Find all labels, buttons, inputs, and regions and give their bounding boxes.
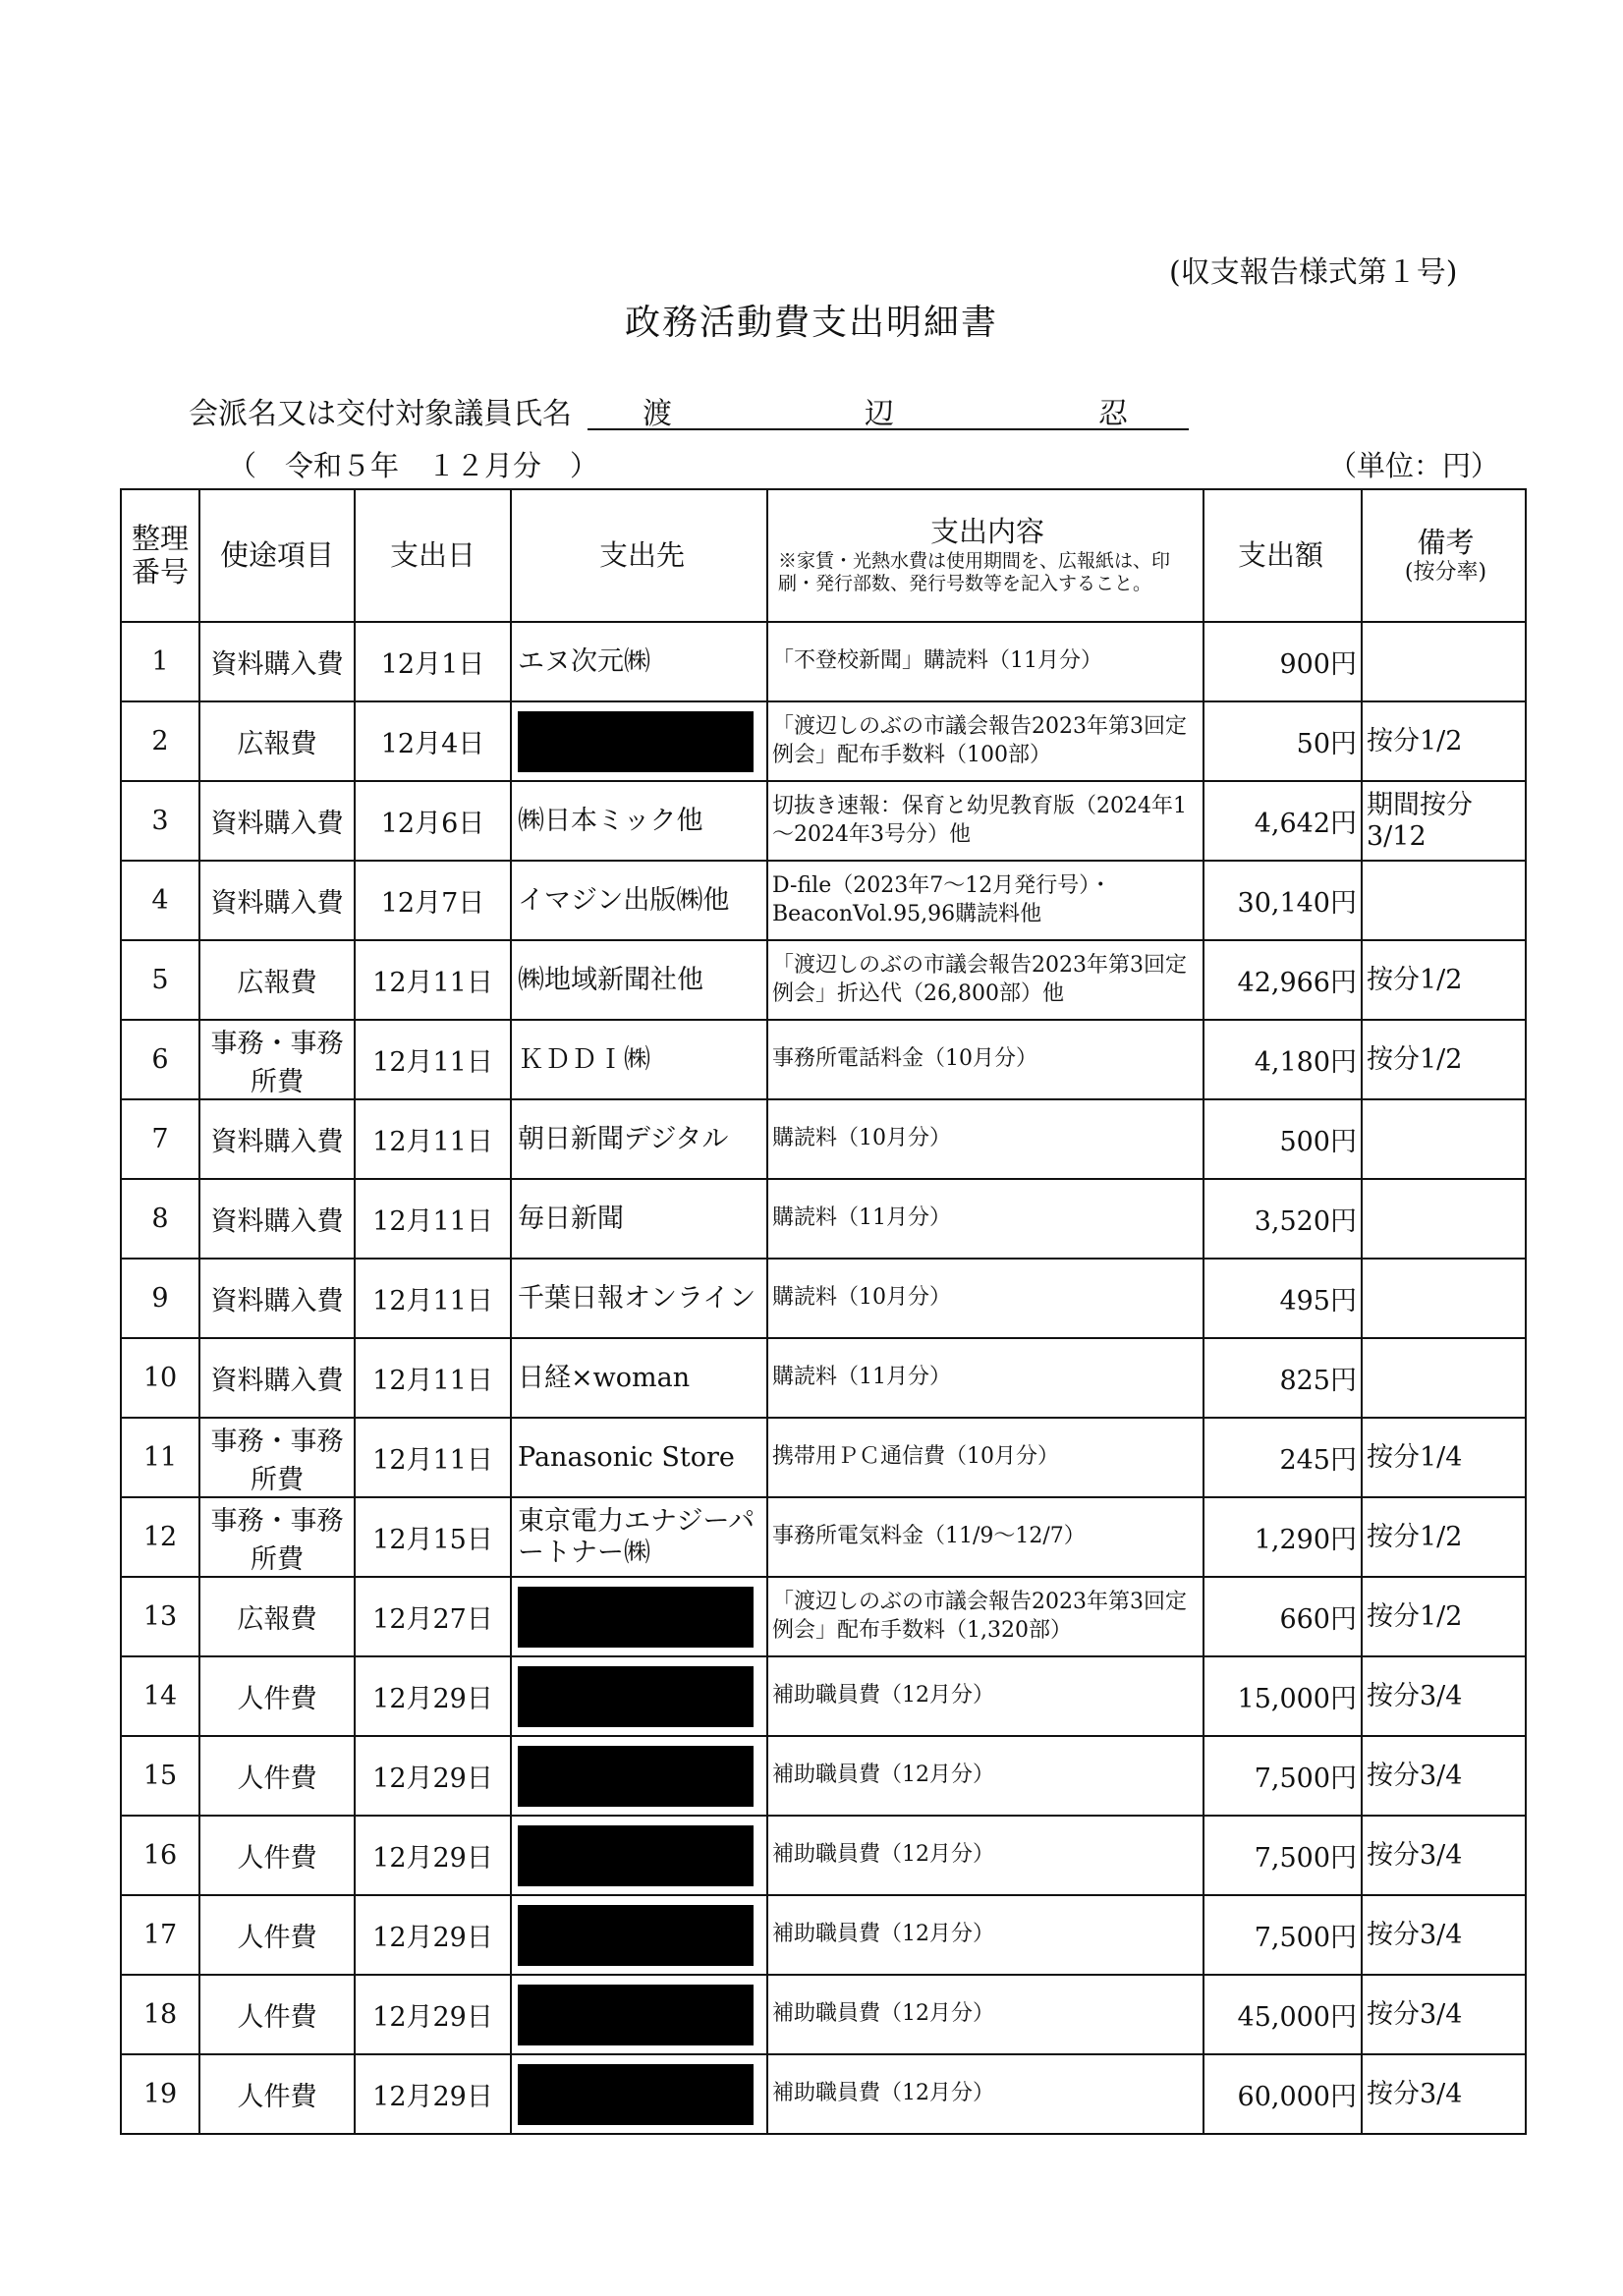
cell-amount: 7,500円 xyxy=(1203,1895,1362,1975)
cell-note: 按分3/4 xyxy=(1362,1895,1526,1975)
cell-no: 10 xyxy=(121,1338,199,1418)
cell-note: 按分1/2 xyxy=(1362,940,1526,1020)
cell-no: 2 xyxy=(121,701,199,781)
cell-amount: 42,966円 xyxy=(1203,940,1362,1020)
cell-no: 14 xyxy=(121,1656,199,1736)
cell-amount: 660円 xyxy=(1203,1577,1362,1656)
payee-text: Panasonic Store xyxy=(518,1441,735,1473)
cell-no: 7 xyxy=(121,1099,199,1179)
redaction-block xyxy=(518,1666,754,1727)
cell-no: 19 xyxy=(121,2054,199,2134)
cell-note: 按分1/2 xyxy=(1362,1497,1526,1577)
cell-payee xyxy=(511,1577,767,1656)
cell-desc: 携帯用ＰＣ通信費（10月分） xyxy=(767,1418,1203,1497)
cell-date: 12月29日 xyxy=(355,1736,511,1816)
table-row xyxy=(121,1179,1526,1259)
cell-date: 12月6日 xyxy=(355,781,511,861)
cell-item: 資料購入費 xyxy=(199,1338,355,1418)
cell-desc: D-file（2023年7～12月発行号）・BeaconVol.95,96購読料他 xyxy=(767,861,1203,940)
table-row xyxy=(121,701,1526,781)
cell-amount: 7,500円 xyxy=(1203,1816,1362,1895)
cell-item: 資料購入費 xyxy=(199,861,355,940)
cell-payee xyxy=(511,1020,767,1099)
cell-item: 資料購入費 xyxy=(199,622,355,701)
cell-note: 按分1/2 xyxy=(1362,1577,1526,1656)
table-row xyxy=(121,940,1526,1020)
cell-item: 資料購入費 xyxy=(199,1099,355,1179)
cell-date: 12月11日 xyxy=(355,1099,511,1179)
table-row xyxy=(121,1656,1526,1736)
cell-amount: 1,290円 xyxy=(1203,1497,1362,1577)
cell-item: 人件費 xyxy=(199,1975,355,2054)
cell-item: 広報費 xyxy=(199,940,355,1020)
payee-text: 日経×woman xyxy=(518,1362,691,1393)
cell-no: 15 xyxy=(121,1736,199,1816)
cell-desc: 「渡辺しのぶの市議会報告2023年第3回定例会」折込代（26,800部）他 xyxy=(767,940,1203,1020)
cell-date: 12月29日 xyxy=(355,1975,511,2054)
cell-desc: 購読料（11月分） xyxy=(767,1179,1203,1259)
table-row xyxy=(121,1259,1526,1338)
cell-amount: 245円 xyxy=(1203,1418,1362,1497)
cell-payee xyxy=(511,1497,767,1577)
cell-desc: 事務所電気料金（11/9～12/7） xyxy=(767,1497,1203,1577)
member-label: 会派名又は交付対象議員氏名 xyxy=(189,397,572,431)
cell-item: 人件費 xyxy=(199,2054,355,2134)
table-row xyxy=(121,1020,1526,1099)
cell-no: 1 xyxy=(121,622,199,701)
cell-note: 按分3/4 xyxy=(1362,1816,1526,1895)
cell-no: 4 xyxy=(121,861,199,940)
cell-note xyxy=(1362,1259,1526,1338)
cell-item: 広報費 xyxy=(199,701,355,781)
cell-note: 按分3/4 xyxy=(1362,1736,1526,1816)
cell-no: 11 xyxy=(121,1418,199,1497)
cell-desc: 補助職員費（12月分） xyxy=(767,1975,1203,2054)
cell-note: 按分3/4 xyxy=(1362,2054,1526,2134)
cell-item: 広報費 xyxy=(199,1577,355,1656)
table-row xyxy=(121,1895,1526,1975)
cell-desc: 「不登校新聞」購読料（11月分） xyxy=(767,622,1203,701)
cell-note xyxy=(1362,1338,1526,1418)
cell-amount: 3,520円 xyxy=(1203,1179,1362,1259)
cell-payee xyxy=(511,1736,767,1816)
cell-payee xyxy=(511,701,767,781)
redaction-block xyxy=(518,1746,754,1807)
form-id: (収支報告様式第１号) xyxy=(1169,255,1458,290)
header-payee: 支出先 xyxy=(511,489,767,622)
cell-no: 8 xyxy=(121,1179,199,1259)
cell-amount: 4,180円 xyxy=(1203,1020,1362,1099)
cell-amount: 50円 xyxy=(1203,701,1362,781)
cell-date: 12月11日 xyxy=(355,1020,511,1099)
cell-item: 人件費 xyxy=(199,1816,355,1895)
cell-payee xyxy=(511,2054,767,2134)
cell-payee xyxy=(511,1179,767,1259)
payee-text: イマジン出版㈱他 xyxy=(518,884,730,916)
cell-amount: 825円 xyxy=(1203,1338,1362,1418)
table-row xyxy=(121,1975,1526,2054)
header-item: 使途項目 xyxy=(199,489,355,622)
cell-amount: 7,500円 xyxy=(1203,1736,1362,1816)
cell-note: 按分3/4 xyxy=(1362,1975,1526,2054)
header-desc xyxy=(767,489,1203,622)
cell-amount: 500円 xyxy=(1203,1099,1362,1179)
cell-date: 12月4日 xyxy=(355,701,511,781)
cell-desc: 補助職員費（12月分） xyxy=(767,1816,1203,1895)
header-desc-note: ※家賃・光熱水費は使用期間を、広報紙は、印刷・発行部数、発行号数等を記入すること。 xyxy=(778,550,1171,595)
document-title: 政務活動費支出明細書 xyxy=(624,303,998,343)
table-row xyxy=(121,1338,1526,1418)
cell-amount: 4,642円 xyxy=(1203,781,1362,861)
table-body xyxy=(121,622,1526,2134)
table-row xyxy=(121,622,1526,701)
expense-table xyxy=(120,488,1527,2135)
cell-payee xyxy=(511,1816,767,1895)
cell-note xyxy=(1362,861,1526,940)
cell-payee xyxy=(511,861,767,940)
header-date: 支出日 xyxy=(355,489,511,622)
cell-desc: 切抜き速報：保育と幼児教育版（2024年1～2024年3号分）他 xyxy=(767,781,1203,861)
cell-amount: 495円 xyxy=(1203,1259,1362,1338)
table-row xyxy=(121,1736,1526,1816)
header-note-sub: (按分率) xyxy=(1404,559,1487,585)
payee-text: 毎日新聞 xyxy=(518,1203,624,1234)
member-name-part: 辺 xyxy=(865,397,894,431)
payee-text: エヌ次元㈱ xyxy=(518,645,650,677)
redaction-block xyxy=(518,1985,754,2045)
cell-date: 12月7日 xyxy=(355,861,511,940)
cell-payee xyxy=(511,622,767,701)
table-row xyxy=(121,2054,1526,2134)
cell-payee xyxy=(511,781,767,861)
cell-date: 12月11日 xyxy=(355,1259,511,1338)
cell-desc: 補助職員費（12月分） xyxy=(767,1656,1203,1736)
header-note xyxy=(1362,489,1526,622)
table-row xyxy=(121,781,1526,861)
payee-text: 千葉日報オンライン xyxy=(518,1282,756,1314)
redaction-block xyxy=(518,1905,754,1966)
payee-text: 朝日新聞デジタル xyxy=(518,1123,729,1154)
table-row xyxy=(121,1816,1526,1895)
cell-note: 期間按分3/12 xyxy=(1362,781,1526,861)
member-name-part: 忍 xyxy=(1098,397,1128,431)
payee-text: ㈱日本ミック他 xyxy=(518,805,703,836)
cell-item: 人件費 xyxy=(199,1656,355,1736)
cell-date: 12月1日 xyxy=(355,622,511,701)
redaction-block xyxy=(518,1825,754,1886)
cell-note: 按分3/4 xyxy=(1362,1656,1526,1736)
cell-note: 按分1/2 xyxy=(1362,1020,1526,1099)
cell-item: 事務・事務所費 xyxy=(199,1497,355,1577)
cell-desc: 補助職員費（12月分） xyxy=(767,2054,1203,2134)
header-note-main: 備考 xyxy=(1417,526,1475,560)
period: （ 令和５年 １２月分 ） xyxy=(228,449,599,482)
cell-payee xyxy=(511,1656,767,1736)
cell-payee xyxy=(511,1099,767,1179)
cell-no: 12 xyxy=(121,1497,199,1577)
cell-item: 人件費 xyxy=(199,1895,355,1975)
cell-note: 按分1/2 xyxy=(1362,701,1526,781)
payee-text: ㈱地域新聞社他 xyxy=(518,964,703,995)
cell-amount: 900円 xyxy=(1203,622,1362,701)
cell-date: 12月29日 xyxy=(355,1895,511,1975)
cell-amount: 45,000円 xyxy=(1203,1975,1362,2054)
cell-item: 事務・事務所費 xyxy=(199,1418,355,1497)
header-no: 整理番号 xyxy=(121,489,199,622)
cell-no: 6 xyxy=(121,1020,199,1099)
table-row xyxy=(121,861,1526,940)
cell-no: 16 xyxy=(121,1816,199,1895)
cell-no: 18 xyxy=(121,1975,199,2054)
unit-label: （単位：円） xyxy=(1328,449,1500,482)
cell-item: 資料購入費 xyxy=(199,781,355,861)
cell-date: 12月27日 xyxy=(355,1577,511,1656)
cell-payee xyxy=(511,1895,767,1975)
member-name-part: 渡 xyxy=(643,397,672,431)
cell-date: 12月29日 xyxy=(355,1656,511,1736)
cell-note xyxy=(1362,1179,1526,1259)
cell-desc: 補助職員費（12月分） xyxy=(767,1895,1203,1975)
cell-date: 12月11日 xyxy=(355,1338,511,1418)
cell-item: 資料購入費 xyxy=(199,1179,355,1259)
payee-text: 東京電力エナジーパートナー㈱ xyxy=(518,1506,756,1568)
cell-date: 12月11日 xyxy=(355,940,511,1020)
cell-item: 人件費 xyxy=(199,1736,355,1816)
member-line xyxy=(189,389,1189,430)
cell-item: 資料購入費 xyxy=(199,1259,355,1338)
payee-text: ＫＤＤＩ㈱ xyxy=(518,1043,650,1075)
cell-date: 12月11日 xyxy=(355,1418,511,1497)
cell-no: 3 xyxy=(121,781,199,861)
cell-payee xyxy=(511,1259,767,1338)
table-row xyxy=(121,1577,1526,1656)
cell-payee xyxy=(511,940,767,1020)
cell-date: 12月11日 xyxy=(355,1179,511,1259)
cell-note xyxy=(1362,1099,1526,1179)
header-amount: 支出額 xyxy=(1203,489,1362,622)
cell-payee xyxy=(511,1975,767,2054)
cell-desc: 事務所電話料金（10月分） xyxy=(767,1020,1203,1099)
cell-desc: 購読料（10月分） xyxy=(767,1099,1203,1179)
member-name xyxy=(588,389,1189,430)
cell-desc: 購読料（10月分） xyxy=(767,1259,1203,1338)
redaction-block xyxy=(518,1587,754,1648)
table-row xyxy=(121,1497,1526,1577)
cell-date: 12月29日 xyxy=(355,1816,511,1895)
cell-desc: 「渡辺しのぶの市議会報告2023年第3回定例会」配布手数料（1,320部） xyxy=(767,1577,1203,1656)
cell-date: 12月15日 xyxy=(355,1497,511,1577)
cell-note xyxy=(1362,622,1526,701)
header-desc-main: 支出内容 xyxy=(929,515,1044,549)
cell-desc: 購読料（11月分） xyxy=(767,1338,1203,1418)
cell-no: 17 xyxy=(121,1895,199,1975)
cell-desc: 「渡辺しのぶの市議会報告2023年第3回定例会」配布手数料（100部） xyxy=(767,701,1203,781)
cell-item: 事務・事務所費 xyxy=(199,1020,355,1099)
table-header-row xyxy=(121,489,1526,622)
cell-amount: 60,000円 xyxy=(1203,2054,1362,2134)
table-row xyxy=(121,1418,1526,1497)
redaction-block xyxy=(518,2064,754,2125)
cell-date: 12月29日 xyxy=(355,2054,511,2134)
cell-payee xyxy=(511,1418,767,1497)
cell-amount: 15,000円 xyxy=(1203,1656,1362,1736)
cell-note: 按分1/4 xyxy=(1362,1418,1526,1497)
table-row xyxy=(121,1099,1526,1179)
cell-amount: 30,140円 xyxy=(1203,861,1362,940)
cell-no: 13 xyxy=(121,1577,199,1656)
cell-no: 9 xyxy=(121,1259,199,1338)
cell-payee xyxy=(511,1338,767,1418)
cell-no: 5 xyxy=(121,940,199,1020)
redaction-block xyxy=(518,711,754,772)
cell-desc: 補助職員費（12月分） xyxy=(767,1736,1203,1816)
